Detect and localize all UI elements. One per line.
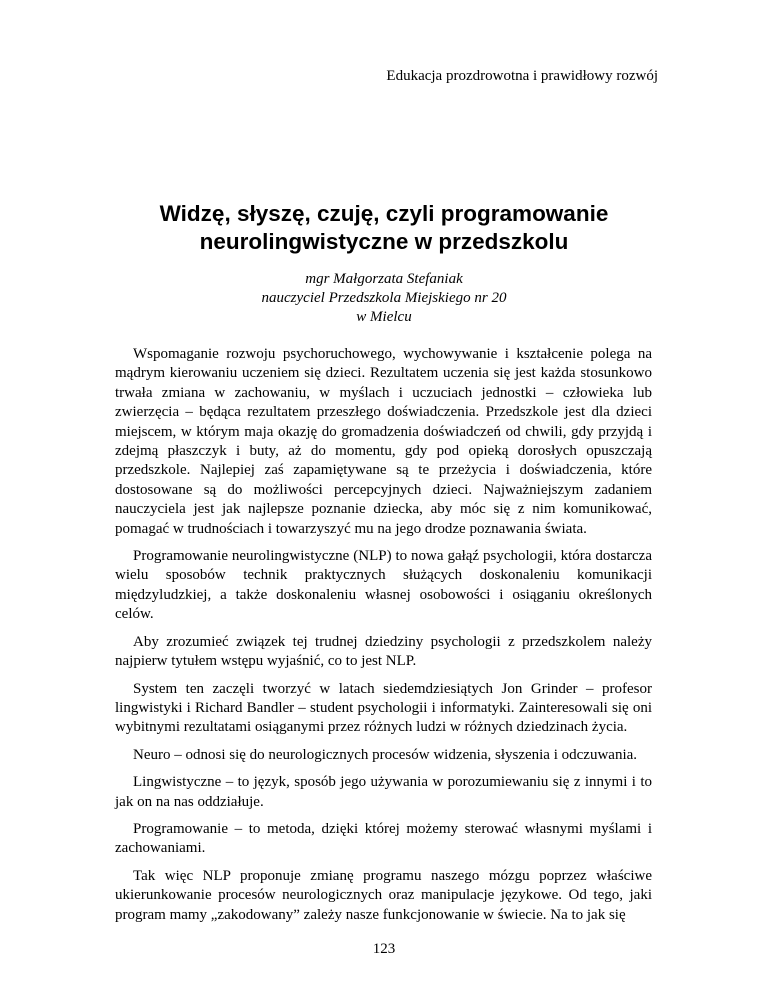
paragraph-connection: Aby zrozumieć związek tej trudnej dziedziny psychologii z przedszkolem należy najpierw tytułem wstępu wyjaśnić, co to jest NLP. bbox=[115, 633, 652, 670]
running-header: Edukacja prozdrowotna i prawidłowy rozwój bbox=[386, 68, 658, 84]
paragraph-lingwistyczne: Lingwistyczne – to język, sposób jego używania w porozumiewaniu się z innymi i to jak on na nas oddziałuje. bbox=[115, 774, 652, 810]
author-affiliation-line-2: w Mielcu bbox=[356, 309, 412, 325]
page-number: 123 bbox=[372, 941, 396, 957]
author-name: mgr Małgorzata Stefaniak bbox=[305, 271, 463, 287]
article-title-line-1: Widzę, słyszę, czuję, czyli programowanie bbox=[159, 201, 609, 226]
author-block bbox=[0, 270, 768, 327]
paragraph-intro: Wspomaganie rozwoju psychoruchowego, wychowywanie i kształcenie polega na mądrym kierowaniu uczeniem się dzieci. Rezultatem uczenia się jest każda stosunkowo trwała zmiana w zachowaniu, w myślach i uczuciach jednostki – człowieka lub zwierzęcia – będąca rezultatem przeszłego doświadczenia. Przedszkole jest dla dzieci miejscem, w którym maja okazję do gromadzenia doświadczeń od chwili, gdy przyjdą i zdejmą płaszczyk i buty, aż do momentu, gdy pod opieką dorosłych opuszczają przedszkole. Najlepiej zaś zapamiętywane są te przeżycia i doświadczenia, które dostosowane są do możliwości percepcyjnych dzieci. Najważniejszym zadaniem nauczyciela jest jak najlepsze poznanie dziecka, aby móc się z nim komunikować, pomagać w trudnościach i towarzyszyć mu na jego drodze poznawania świata. bbox=[115, 346, 652, 537]
article-title-line-2: neurolingwistyczne w przedszkolu bbox=[199, 229, 569, 254]
paragraph-neuro: Neuro – odnosi się do neurologicznych procesów widzenia, słyszenia i odczuwania. bbox=[133, 746, 638, 763]
paragraph-summary: Tak więc NLP proponuje zmianę programu naszego mózgu poprzez właściwe ukierunkowanie procesów neurologicznych oraz manipulacje językowe. Od tego, jaki program mamy „zakodowany” zależy nasze funkcjonowanie w świecie. Na to jak się bbox=[115, 867, 652, 923]
paragraph-nlp-definition: Programowanie neurolingwistyczne (NLP) to nowa gałąź psychologii, która dostarcza wielu sposobów technik praktycznych służących doskonaleniu komunikacji międzyludzkiej, a także doskonaleniu własnej osobowości i osiąganiu określonych celów. bbox=[115, 548, 652, 623]
article-body bbox=[115, 345, 652, 933]
author-affiliation-line-1: nauczyciel Przedszkola Miejskiego nr 20 bbox=[261, 290, 507, 306]
paragraph-programowanie: Programowanie – to metoda, dzięki której możemy sterować własnymi myślami i zachowaniami. bbox=[115, 820, 652, 857]
paragraph-history: System ten zaczęli tworzyć w latach siedemdziesiątych Jon Grinder – profesor lingwistyki i Richard Bandler – student psychologii i informatyki. Zainteresowali się oni wybitnymi rezultatami osiąganymi przez różnych ludzi w różnych dziedzinach życia. bbox=[115, 680, 652, 736]
article-title bbox=[0, 200, 768, 256]
